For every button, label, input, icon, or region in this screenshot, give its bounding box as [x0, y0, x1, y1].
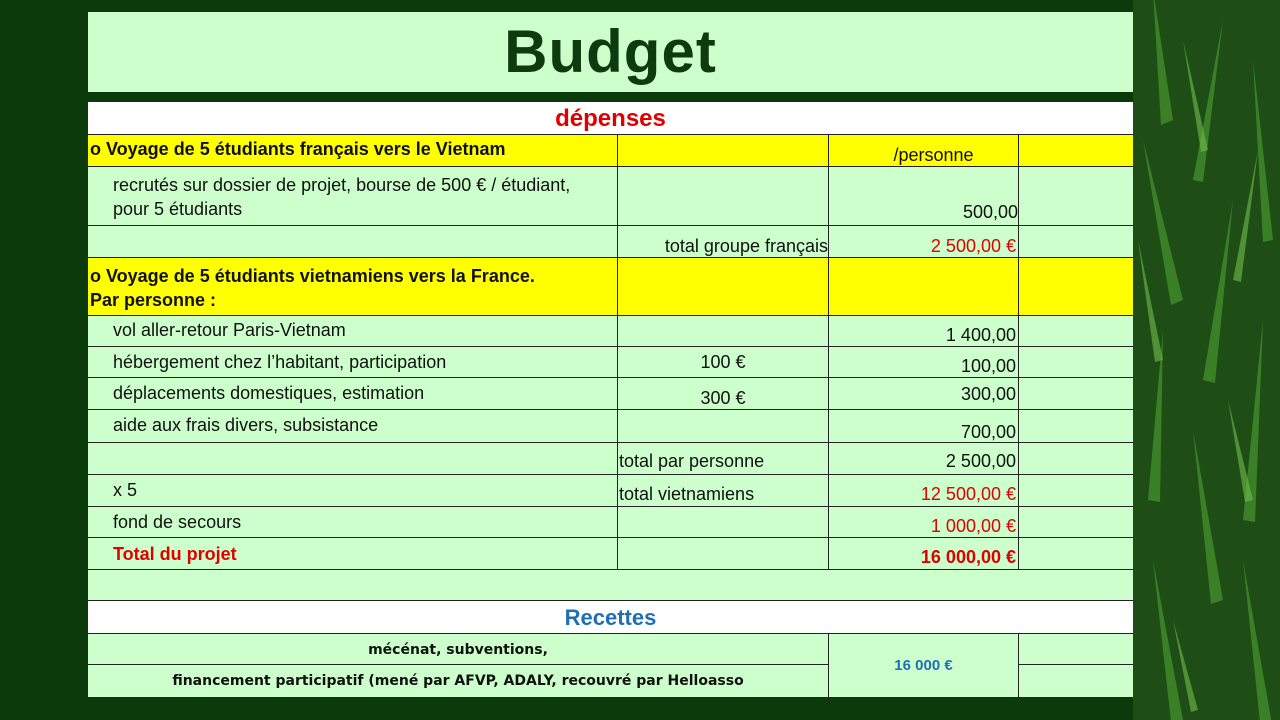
bamboo-leaves-decoration [1133, 0, 1280, 720]
table-cell [88, 226, 618, 257]
table-row [88, 475, 1133, 507]
item-detail [618, 316, 829, 346]
table-cell [1019, 135, 1133, 166]
budget-table [88, 102, 1133, 697]
item-label: hébergement chez l’habitant, participation [88, 347, 618, 377]
table-cell [1019, 507, 1133, 537]
table-cell [1019, 316, 1133, 346]
recettes-amount: 16 000 € [829, 634, 1019, 697]
table-cell [618, 538, 829, 569]
recettes-heading: Recettes [564, 605, 657, 630]
table-cell [1019, 258, 1133, 315]
multiplier-label: x 5 [88, 475, 618, 506]
total-vn-amount: 12 500,00 € [829, 475, 1019, 506]
item-detail: 300 € [618, 378, 829, 409]
table-cell [618, 507, 829, 537]
spacer-row [88, 570, 1133, 601]
table-cell [88, 443, 618, 474]
recettes-line-1: mécénat, subventions, [88, 634, 829, 664]
table-cell [1019, 443, 1133, 474]
item-label: déplacements domestiques, estimation [88, 378, 618, 409]
total-pp-label: total par personne [618, 443, 829, 474]
table-cell [1019, 378, 1133, 409]
table-cell [618, 167, 829, 225]
item-label: vol aller-retour Paris-Vietnam [88, 316, 618, 346]
table-row [88, 316, 1133, 347]
unit-label: /personne [829, 135, 1019, 166]
table-cell [618, 135, 829, 166]
table-cell [1019, 475, 1133, 506]
item-detail: 100 € [618, 347, 829, 377]
table-row [88, 347, 1133, 378]
recettes-line-2: financement participatif (mené par AFVP, ADALY, recouvré par Helloasso [88, 665, 829, 697]
scholarship-label: recrutés sur dossier de projet, bourse de 500 € / étudiant, pour 5 étudiants [88, 167, 618, 225]
secours-amount: 1 000,00 € [829, 507, 1019, 537]
page-title: Budget [504, 18, 717, 85]
item-amount: 100,00 [829, 347, 1019, 377]
table-cell [1019, 410, 1133, 442]
secours-label: fond de secours [88, 507, 618, 537]
total-projet-label: Total du projet [88, 538, 618, 569]
table-row [88, 443, 1133, 475]
total-fr-amount: 2 500,00 € [829, 226, 1019, 257]
background-left [0, 0, 88, 720]
table-row [88, 167, 1133, 226]
table-row [88, 378, 1133, 410]
item-amount: 300,00 [829, 378, 1019, 409]
scholarship-amount: 500,00 [829, 167, 1019, 225]
item-amount: 700,00 [829, 410, 1019, 442]
table-cell [829, 258, 1019, 315]
section-label-vietnamese: o Voyage de 5 étudiants vietnamiens vers la France. Par personne : [88, 258, 618, 315]
table-cell [1019, 167, 1133, 225]
table-cell [1019, 347, 1133, 377]
table-row [88, 507, 1133, 538]
section-row-vietnamese [88, 258, 1133, 316]
table-row [88, 226, 1133, 258]
depenses-heading-row [88, 102, 1133, 135]
section-label-french: o Voyage de 5 étudiants français vers le Vietnam [88, 135, 618, 166]
table-cell [1019, 226, 1133, 257]
section-row-french [88, 135, 1133, 167]
depenses-heading: dépenses [555, 105, 666, 132]
table-row [88, 410, 1133, 443]
total-vn-label: total vietnamiens [618, 475, 829, 506]
table-cell [618, 258, 829, 315]
item-detail [618, 410, 829, 442]
title-banner [88, 12, 1133, 92]
recettes-heading-row [88, 601, 1133, 634]
item-label: aide aux frais divers, subsistance [88, 410, 618, 442]
item-amount: 1 400,00 [829, 316, 1019, 346]
total-projet-amount: 16 000,00 € [829, 538, 1019, 569]
total-fr-label: total groupe français [618, 226, 829, 257]
table-cell [1019, 538, 1133, 569]
table-row [88, 538, 1133, 570]
total-pp-amount: 2 500,00 [829, 443, 1019, 474]
